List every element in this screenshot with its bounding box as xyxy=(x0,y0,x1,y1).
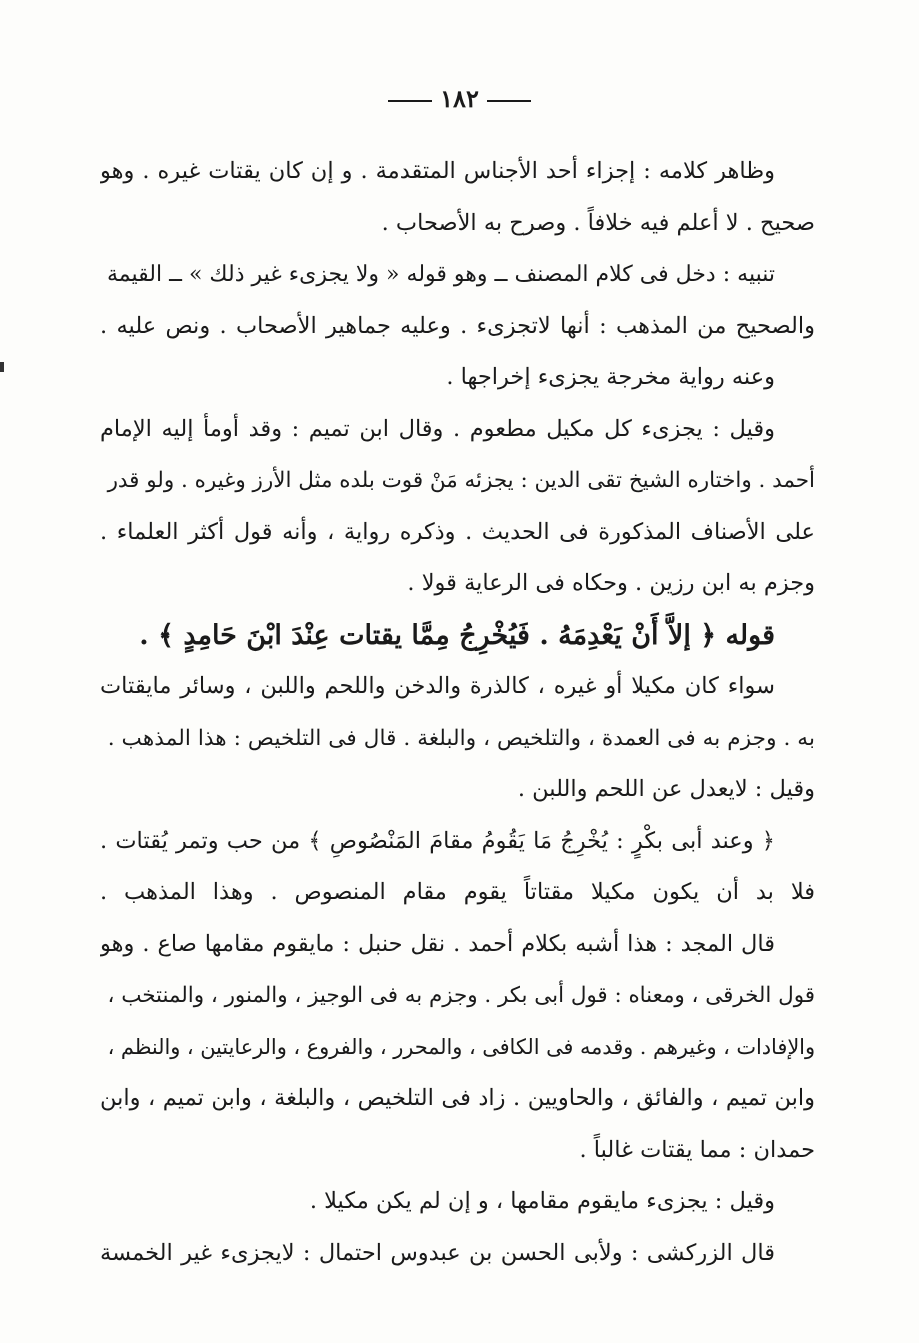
text-line: على الأصناف المذكورة فى الحديث . وذكره رواية ، وأنه قول أكثر العلماء . xyxy=(100,518,815,545)
text-line: قال المجد : هذا أشبه بكلام أحمد . نقل حنبل : مايقوم مقامها صاع . وهو xyxy=(100,930,775,957)
text-line: فلا بد أن يكون مكيلا مقتاتاً يقوم مقام المنصوص . وهذا المذهب . xyxy=(100,879,815,905)
page-number-text: ١٨٢ xyxy=(440,84,479,113)
text-line: وقيل : يجزىء مايقوم مقامها ، و إن لم يكن مكيلا . xyxy=(309,1188,775,1214)
text-line: ﴿ وعند أبى بكْرٍ : يُخْرِجُ مَا يَقُومُ مقامَ المَنْصُوصِ ﴾ من حب وتمر يُقتات . xyxy=(100,827,775,854)
text-line: قوله ﴿ إلاَّ أَنْ يَعْدِمَهُ . فَيُخْرِجُ مِمَّا يقتات عِنْدَ ابْنَ حَامِدٍ ﴾ . xyxy=(139,619,775,651)
text-line: وجزم به ابن رزين . وحكاه فى الرعاية قولا . xyxy=(407,570,815,596)
text-line: قال الزركشى : ولأبى الحسن بن عبدوس احتمال : لايجزىء غير الخمسة xyxy=(100,1239,775,1266)
text-line: صحيح . لا أعلم فيه خلافاً . وصرح به الأصحاب . xyxy=(381,209,815,236)
scan-edge-mark xyxy=(0,362,4,372)
text-line: به . وجزم به فى العمدة ، والتلخيص ، والبلغة . قال فى التلخيص : هذا المذهب . xyxy=(107,725,815,751)
text-line: وقيل : يجزىء كل مكيل مطعوم . وقال ابن تميم : وقد أومأ إليه الإمام xyxy=(100,415,775,442)
text-line: سواء كان مكيلا أو غيره ، كالذرة والدخن واللحم واللبن ، وسائر مايقتات xyxy=(100,673,775,699)
page-body xyxy=(100,146,815,1279)
text-line: والإفادات ، وغيرهم . وقدمه فى الكافى ، والمحرر ، والفروع ، والرعايتين ، والنظم ، xyxy=(107,1034,815,1059)
left-dash xyxy=(388,100,432,102)
text-line: قول الخرقى ، ومعناه : قول أبى بكر . وجزم به فى الوجيز ، والمنور ، والمنتخب ، xyxy=(107,983,815,1008)
text-line: والصحيح من المذهب : أنها لاتجزىء . وعليه جماهير الأصحاب . ونص عليه . xyxy=(100,312,815,339)
text-line: وابن تميم ، والفائق ، والحاويين . زاد فى التلخيص ، والبلغة ، وابن تميم ، وابن xyxy=(100,1085,815,1111)
page-number xyxy=(0,84,919,113)
text-line: وظاهر كلامه : إجزاء أحد الأجناس المتقدمة . و إن كان يقتات غيره . وهو xyxy=(100,158,775,184)
text-line: وعنه رواية مخرجة يجزىء إخراجها . xyxy=(446,364,775,390)
right-dash xyxy=(487,100,531,102)
text-line: تنبيه : دخل فى كلام المصنف ــ وهو قوله « ولا يجزىء غير ذلك » ــ القيمة xyxy=(106,262,775,287)
text-line: حمدان : مما يقتات غالباً . xyxy=(579,1136,815,1163)
text-line: وقيل : لايعدل عن اللحم واللبن . xyxy=(517,776,815,802)
text-line: أحمد . واختاره الشيخ تقى الدين : يجزئه مَنْ قوت بلده مثل الأرز وغيره . ولو قدر xyxy=(107,468,815,493)
